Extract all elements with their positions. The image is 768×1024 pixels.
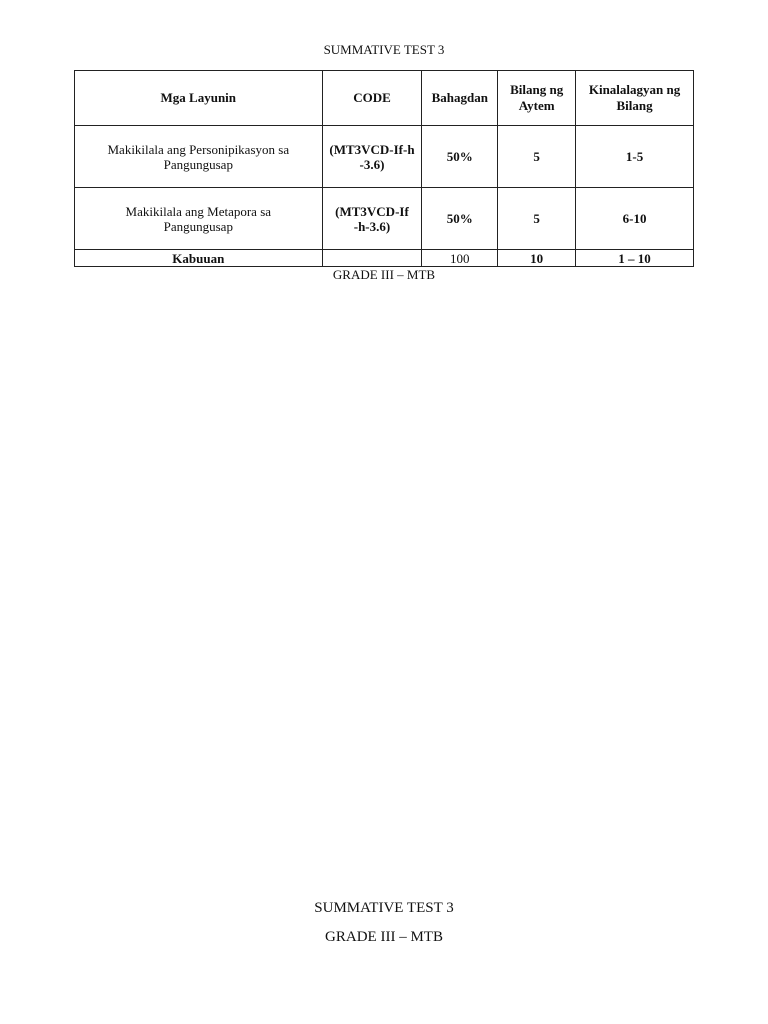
- total-label: Kabuuan: [75, 250, 323, 267]
- objective-cell: Makikilala ang Metapora sa Pangungusap: [75, 188, 323, 250]
- total-percent: 100: [422, 250, 498, 267]
- item-location-cell: 6-10: [576, 188, 694, 250]
- percent-cell: 50%: [422, 188, 498, 250]
- code-cell: (MT3VCD-If-h-3.6): [322, 126, 422, 188]
- item-count-cell: 5: [498, 126, 576, 188]
- total-location: 1 – 10: [576, 250, 694, 267]
- code-cell: (MT3VCD-If-h-3.6): [322, 188, 422, 250]
- page-title: SUMMATIVE TEST 3: [323, 42, 445, 57]
- header-item-count: Bilang ng Aytem: [498, 71, 576, 126]
- item-location-cell: 1-5: [576, 126, 694, 188]
- footer-grade: GRADE III – MTB: [325, 929, 443, 945]
- total-code-cell: [322, 250, 422, 267]
- header-percent: Bahagdan: [422, 71, 498, 126]
- header-code: CODE: [322, 71, 422, 126]
- objective-cell: Makikilala ang Personipikasyon sa Pangungusap: [75, 126, 323, 188]
- table-of-specifications: [74, 70, 694, 267]
- footer-title: SUMMATIVE TEST 3: [314, 900, 454, 916]
- table-row: [75, 126, 694, 188]
- table-header-row: [75, 71, 694, 126]
- item-count-cell: 5: [498, 188, 576, 250]
- header-objectives: Mga Layunin: [75, 71, 323, 126]
- total-items: 10: [498, 250, 576, 267]
- percent-cell: 50%: [422, 126, 498, 188]
- grade-subtitle: GRADE III – MTB: [332, 267, 436, 282]
- header-item-location: Kinalalagyan ng Bilang: [576, 71, 694, 126]
- table-row: [75, 188, 694, 250]
- total-row: [75, 250, 694, 267]
